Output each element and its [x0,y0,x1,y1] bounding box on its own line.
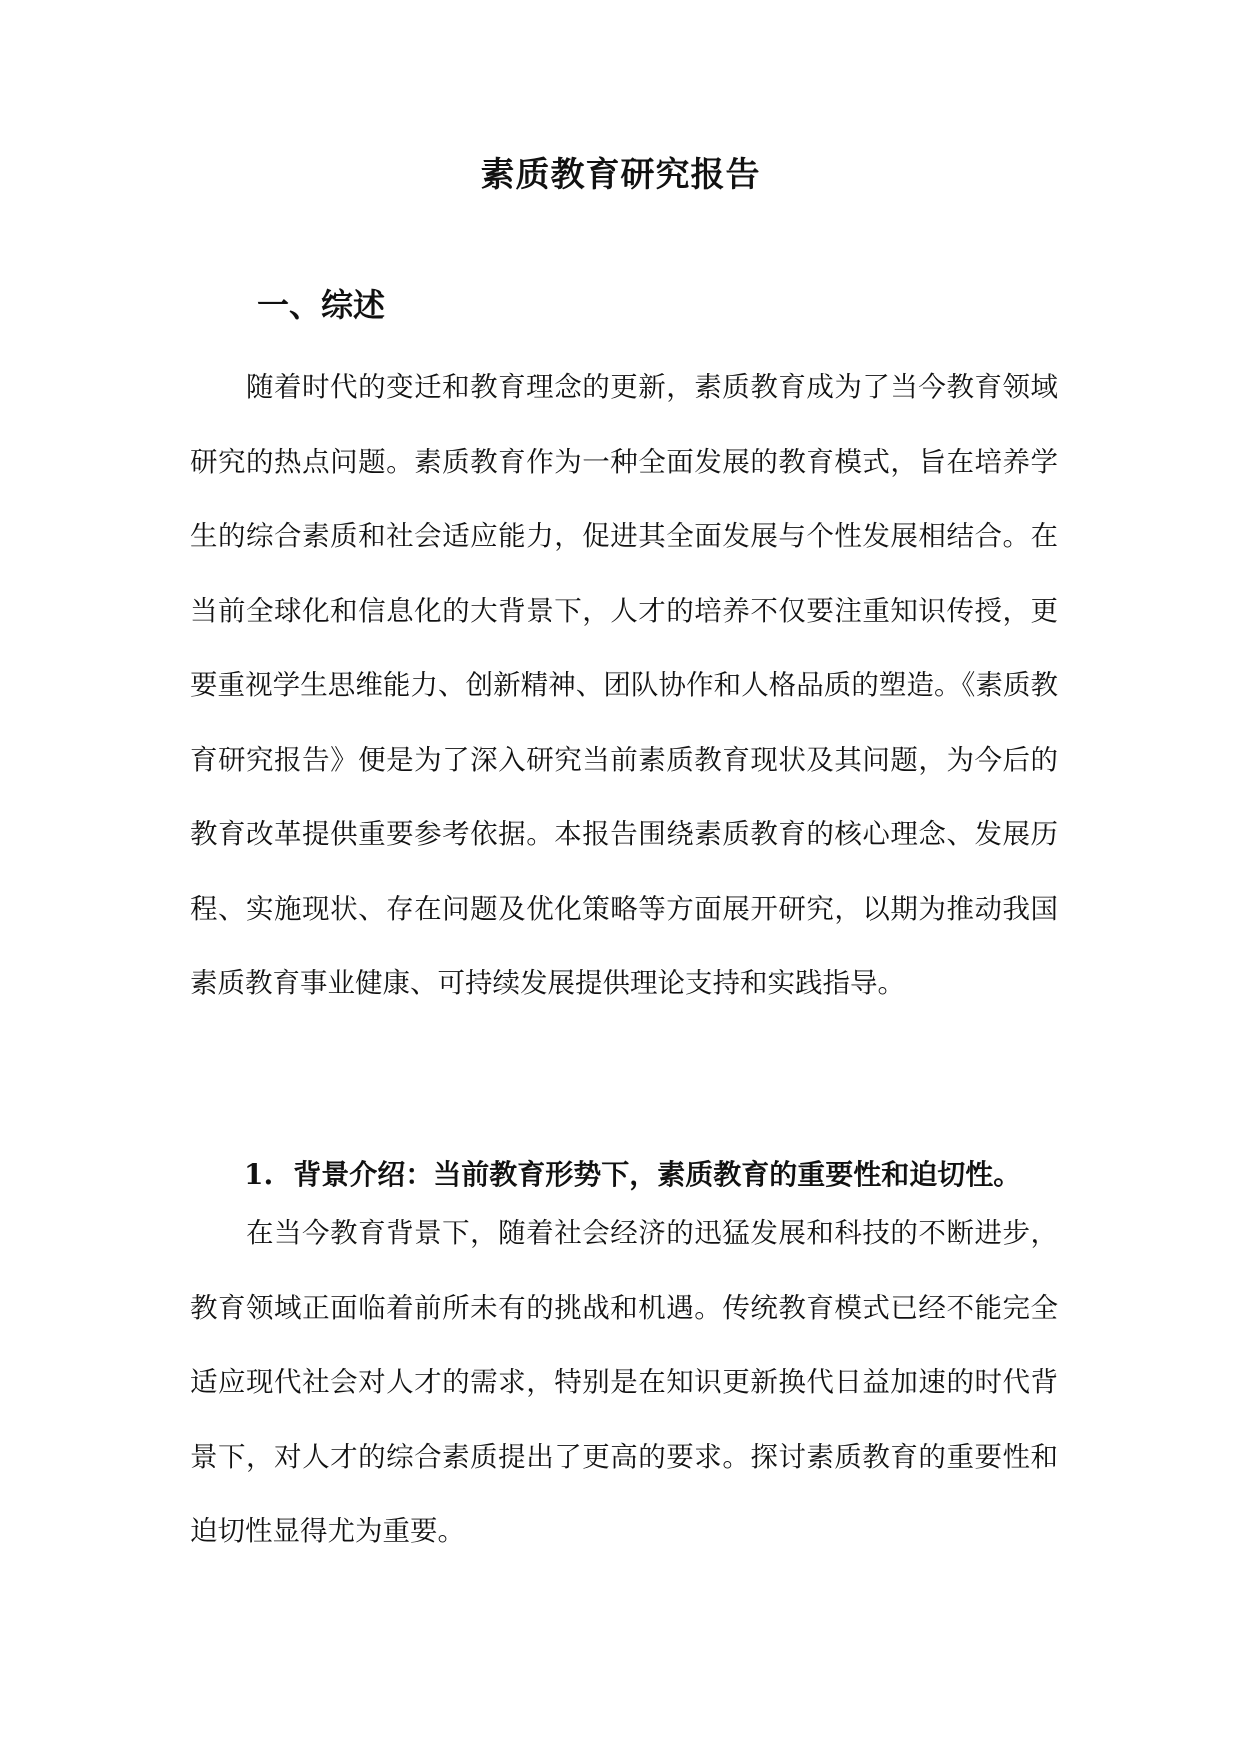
overview-paragraph: 随着时代的变迁和教育理念的更新，素质教育成为了当今教育领域研究的热点问题。素质教育作为一种全面发展的教育模式，旨在培养学生的综合素质和社会适应能力，促进其全面发展与个性发展相结合。在当前全球化和信息化的大背景下，人才的培养不仅要注重知识传授，更要重视学生思维能力、创新精神、团队协作和人格品质的塑造。《素质教育研究报告》便是为了深入研究当前素质教育现状及其问题，为今后的教育改革提供重要参考依据。本报告围绕素质教育的核心理念、发展历程、实施现状、存在问题及优化策略等方面展开研究，以期为推动我国素质教育事业健康、可持续发展提供理论支持和实践指导。 [190,371,1058,999]
background-paragraph: 在当今教育背景下，随着社会经济的迅猛发展和科技的不断进步，教育领域正面临着前所未有的挑战和机遇。传统教育模式已经不能完全适应现代社会对人才的需求，特别是在知识更新换代日益加速的时代背景下，对人才的综合素质提出了更高的要求。探讨素质教育的重要性和迫切性显得尤为重要。 [190,1217,1058,1547]
subsection-number: 1. [244,1158,274,1191]
subsection-heading-text: 背景介绍：当前教育形势下，素质教育的重要性和迫切性。 [293,1158,1022,1191]
document-title: 素质教育研究报告 [480,155,761,195]
subsection-heading [244,1150,1021,1200]
section-heading: 一、综述 [257,286,386,324]
